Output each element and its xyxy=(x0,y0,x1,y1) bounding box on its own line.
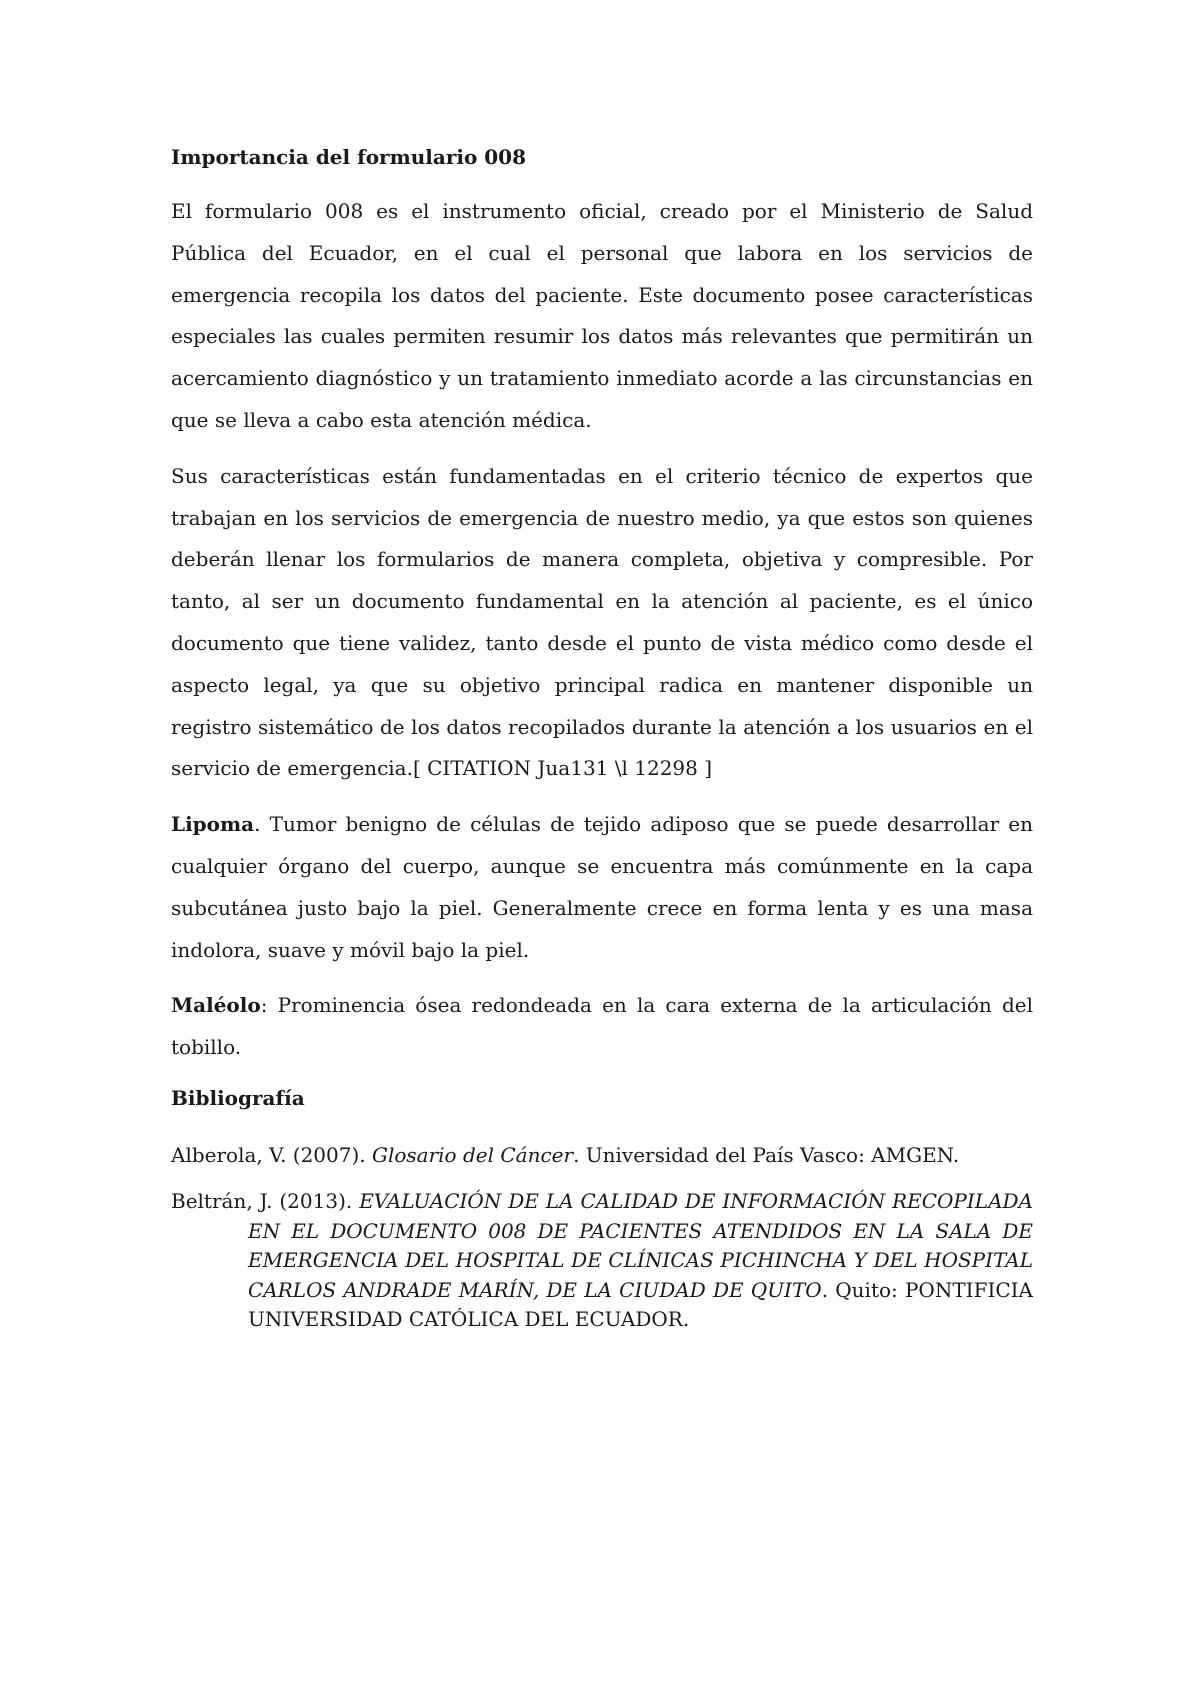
reference-alberola xyxy=(171,1141,1033,1171)
reference-beltran xyxy=(171,1187,1033,1335)
reference-publisher: . Universidad del País Vasco: AMGEN. xyxy=(573,1142,960,1167)
document-page xyxy=(171,142,1033,1352)
reference-title: Glosario del Cáncer xyxy=(372,1142,574,1167)
definition-text: Tumor benigno de células de tejido adiposo que se puede desarrollar en cualquier órgano del cuerpo, aunque se encuentra más comúnmente en la capa subcutánea justo bajo la piel. Generalmente crece en forma lenta y es una masa indolora, suave y móvil bajo la piel. xyxy=(171,812,1033,962)
bibliography-heading: Bibliografía xyxy=(171,1085,305,1110)
section-heading: Importancia del formulario 008 xyxy=(171,145,527,169)
reference-authors: Beltrán, J. (2013). xyxy=(171,1189,360,1214)
reference-publisher: . Quito: PONTIFICIA UNIVERSIDAD CATÓLICA DEL ECUADOR. xyxy=(248,1277,1033,1332)
definition-maleolo xyxy=(171,985,1033,1069)
definition-lipoma xyxy=(171,804,1033,971)
definition-text: Prominencia ósea redondeada en la cara externa de la articulación del tobillo. xyxy=(171,993,1033,1060)
reference-authors: Alberola, V. (2007). xyxy=(171,1142,372,1167)
reference-title: EVALUACIÓN DE LA CALIDAD DE INFORMACIÓN RECOPILADA EN EL DOCUMENTO 008 DE PACIENTES ATENDIDOS EN LA SALA DE EMERGENCIA DEL HOSPITAL DE CLÍNICAS PICHINCHA Y DEL HOSPITAL CARLOS ANDRADE MARÍN, DE LA CIUDAD DE QUITO xyxy=(248,1189,1033,1302)
paragraph-formulario-definition: El formulario 008 es el instrumento oficial, creado por el Ministerio de Salud Pública del Ecuador, en el cual el personal que labora en los servicios de emergencia recopila los datos del paciente. Este documento posee características especiales las cuales permiten resumir los datos más relevantes que permitirán un acercamiento diagnóstico y un tratamiento inmediato acorde a las circunstancias en que se lleva a cabo esta atención médica. xyxy=(171,199,1033,432)
definition-separator: . xyxy=(254,812,270,837)
definition-term: Lipoma xyxy=(171,812,255,837)
paragraph-formulario-characteristics: Sus características están fundamentadas en el criterio técnico de expertos que trabajan en los servicios de emergencia de nuestro medio, ya que estos son quienes deberán llenar los formularios de manera completa, objetiva y compresible. Por tanto, al ser un documento fundamental en la atención al paciente, es el único documento que tiene validez, tanto desde el punto de vista médico como desde el aspecto legal, ya que su objetivo principal radica en mantener disponible un registro sistemático de los datos recopilados durante la atención a los usuarios en el servicio de emergencia.[ CITATION Jua131 \l 12298 ] xyxy=(171,463,1033,781)
definition-separator: : xyxy=(260,993,278,1018)
definition-term: Maléolo xyxy=(171,993,261,1018)
